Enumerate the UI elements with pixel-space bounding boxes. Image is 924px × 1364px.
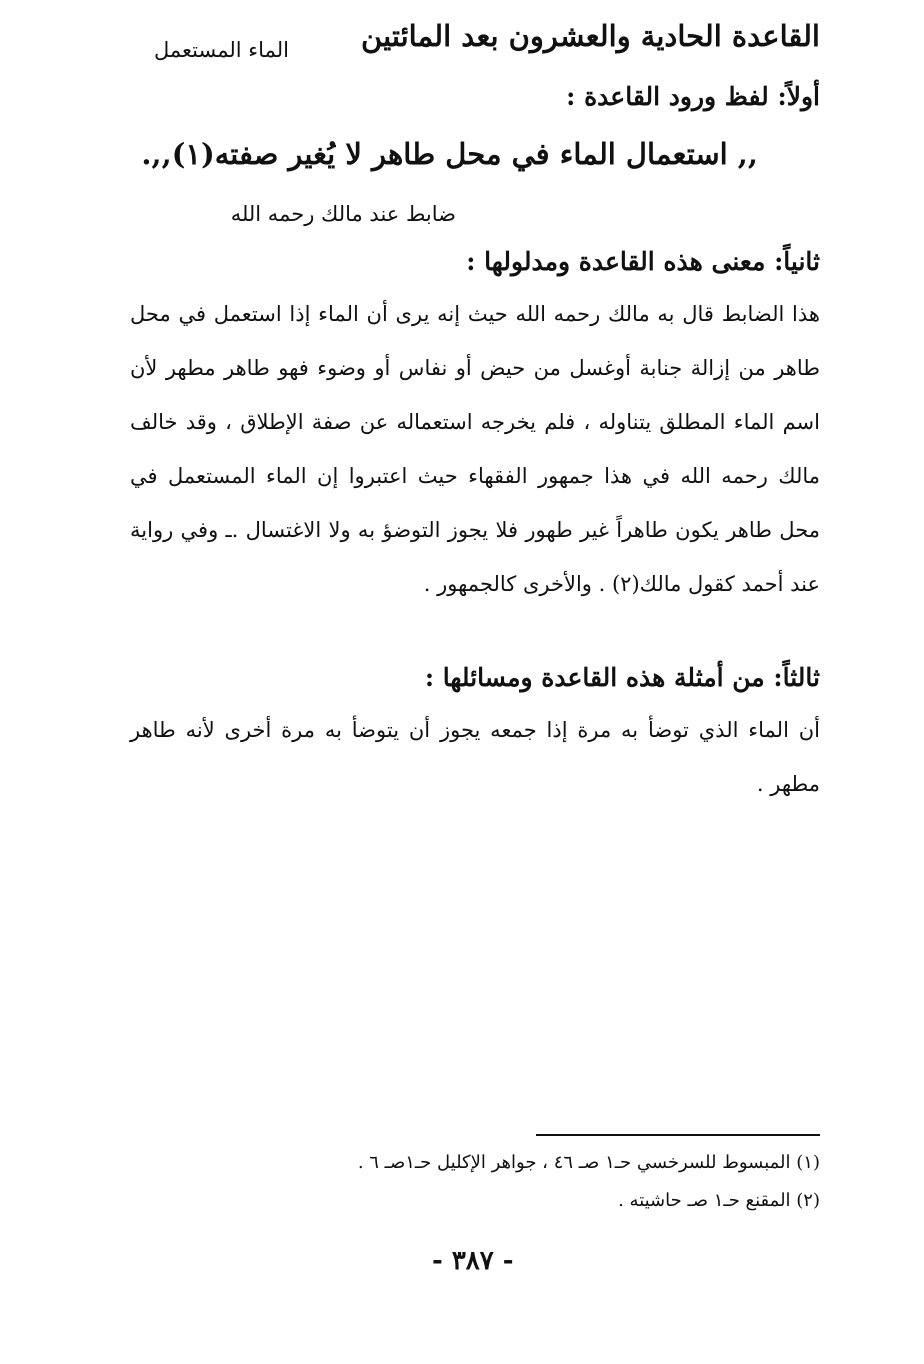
section-heading-meaning: ثانياً: معنى هذه القاعدة ومدلولها :	[466, 247, 820, 276]
examples-paragraph: أن الماء الذي توضأ به مرة إذا جمعه يجوز أن يتوضأ به مرة أخرى لأنه طاهر مطهر .	[130, 718, 820, 796]
meaning-paragraph: هذا الضابط قال به مالك رحمه الله حيث إنه يرى أن الماء إذا استعمل في محل طاهر من إزالة جنابة أوغسل من حيض أو نفاس أو وضوء فهو طاهر مطهر لأن اسم الماء المطلق يتناوله ، فلم يخرجه استعماله عن صفة الإطلاق ، وقد خالف مالك رحمه الله في هذا جمهور الفقهاء حيث اعتبروا إن الماء المستعمل في محل طاهر يكون طاهراً غير طهور فلا يجوز التوضؤ به ولا الاغتسال .ـ وفي رواية عند أحمد كقول مالك(٢) . والأخرى كالجمهور .	[130, 302, 820, 596]
rule-note: ضابط عند مالك رحمه الله	[230, 202, 456, 226]
footnote-2: (٢) المقنع حـ١ صـ حاشيته .	[618, 1190, 820, 1211]
rule-statement: ,, استعمال الماء في محل طاهر لا يُغير صفته(١),,.	[141, 137, 758, 171]
page-title: القاعدة الحادية والعشرون بعد المائتين	[361, 19, 820, 53]
page-number: - ٣٨٧ -	[432, 1246, 514, 1276]
footnote-divider	[536, 1134, 820, 1136]
section-heading-rule-wording: أولاً: لفظ ورود القاعدة :	[566, 82, 820, 111]
section-heading-examples: ثالثاً: من أمثلة هذه القاعدة ومسائلها :	[424, 663, 820, 692]
running-header-topic: الماء المستعمل	[154, 38, 289, 62]
footnote-1: (١) المبسوط للسرخسي حـ١ صـ ٤٦ ، جواهر الإكليل حـ١صـ ٦ .	[357, 1152, 820, 1173]
